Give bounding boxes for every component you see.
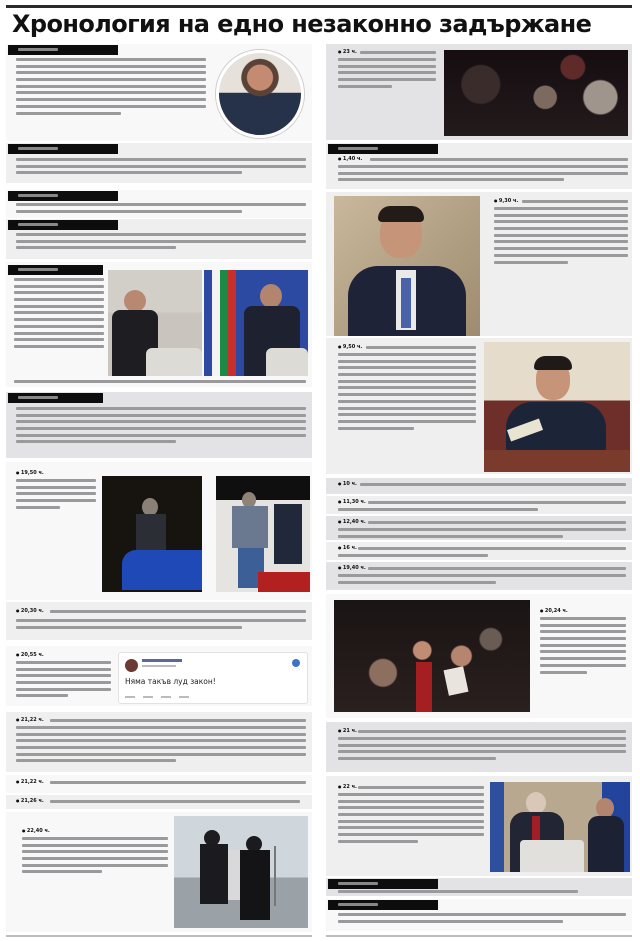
time-marker: ● 11,30 ч.	[338, 499, 366, 505]
time-marker: ● 20,24 ч.	[540, 608, 568, 614]
timeline-entry	[6, 462, 312, 600]
time-marker: ● 21,26 ч.	[16, 798, 44, 804]
entry-text	[22, 837, 168, 877]
time-marker: ● 19,40 ч.	[338, 565, 366, 571]
entry-text	[338, 554, 488, 560]
date-tag	[8, 393, 103, 403]
entry-text	[368, 501, 626, 508]
entry-text	[338, 165, 628, 185]
timeline-entry	[326, 542, 632, 560]
timeline-entry	[326, 776, 632, 876]
facebook-post-text: Няма такъв луд закон!	[125, 677, 216, 686]
entry-text	[368, 521, 626, 528]
finance-minister-photo	[484, 342, 630, 472]
arrest-photo-car	[102, 476, 202, 592]
date-tag	[8, 191, 118, 201]
timeline-entry	[326, 496, 632, 514]
facebook-post-meta	[142, 665, 176, 667]
entry-text	[522, 200, 628, 207]
timeline-entry	[326, 516, 632, 540]
time-marker: ● 9,50 ч.	[338, 344, 362, 350]
time-marker: ● 21,22 ч.	[16, 717, 44, 723]
entry-text	[368, 567, 626, 574]
timeline-entry	[6, 44, 312, 141]
time-marker: ● 16 ч.	[338, 545, 357, 551]
timeline-entry	[326, 143, 632, 189]
entry-text	[16, 58, 206, 118]
timeline-entry	[6, 775, 312, 793]
time-marker: ● 23 ч.	[338, 49, 357, 55]
entry-text	[16, 479, 96, 512]
article-headline: Хронология на едно незаконно задържане	[12, 10, 592, 38]
time-marker: ● 19,50 ч.	[16, 470, 44, 476]
time-marker: ● 9,30 ч.	[494, 198, 518, 204]
time-marker: ● 12,40 ч.	[338, 519, 366, 525]
date-tag	[8, 220, 118, 230]
entry-text	[50, 610, 306, 617]
date-tag	[328, 879, 438, 889]
timeline-entry	[6, 812, 312, 932]
time-marker: ● 1,40 ч.	[338, 156, 362, 162]
time-marker: ● 22,40 ч.	[22, 828, 50, 834]
entry-text	[16, 158, 306, 178]
time-marker: ● 20,30 ч.	[16, 608, 44, 614]
timeline-entry	[326, 562, 632, 590]
press-photo-man-flag	[204, 270, 308, 376]
time-marker: ● 10 ч.	[338, 481, 357, 487]
entry-text	[358, 786, 484, 793]
entry-text	[358, 730, 626, 737]
facebook-reactions	[125, 696, 195, 698]
date-tag	[8, 45, 118, 55]
timeline-entry	[6, 646, 312, 706]
entry-text	[338, 353, 476, 433]
facebook-avatar	[125, 659, 138, 672]
arrest-photo-scuffle	[216, 476, 310, 592]
timeline-entry	[326, 338, 632, 474]
date-tag	[328, 900, 438, 910]
press-photo-woman	[108, 270, 202, 376]
joint-press-conference-photo	[490, 782, 630, 872]
entry-text	[360, 51, 436, 58]
timeline-entry	[6, 712, 312, 772]
timeline-entry	[6, 262, 312, 387]
timeline-entry	[326, 478, 632, 494]
entry-text	[360, 483, 626, 490]
entry-text	[338, 508, 538, 514]
timeline-entry	[6, 392, 312, 458]
entry-text	[338, 890, 578, 896]
entry-text	[338, 574, 626, 587]
entry-text	[16, 407, 306, 447]
entry-text	[16, 661, 111, 701]
entry-text	[338, 737, 626, 764]
timeline-entry	[326, 44, 632, 140]
facebook-post-embed	[118, 652, 308, 704]
time-marker: ● 20,55 ч.	[16, 652, 44, 658]
timeline-entry	[326, 594, 632, 718]
date-tag	[8, 265, 103, 275]
facebook-author-name	[142, 659, 182, 662]
entry-text	[50, 800, 300, 807]
timeline-entry	[326, 192, 632, 336]
time-marker: ● 21 ч.	[338, 728, 357, 734]
timeline-entry	[326, 878, 632, 896]
entry-text	[338, 58, 436, 91]
timeline-entry	[326, 899, 632, 931]
entry-text	[14, 278, 104, 352]
entry-text-continued	[14, 380, 306, 387]
timeline-entry	[6, 219, 312, 259]
timeline-entry	[6, 602, 312, 640]
column-divider	[326, 935, 632, 937]
portrait-photo	[216, 50, 304, 138]
crowd-release-photo	[334, 600, 530, 712]
column-divider	[6, 935, 312, 937]
time-marker: ● 21,22 ч.	[16, 779, 44, 785]
entry-text	[50, 781, 306, 788]
entry-text	[366, 346, 476, 353]
entry-text	[370, 158, 628, 165]
arrest-photo-escort	[174, 816, 308, 928]
date-tag	[8, 144, 118, 154]
timeline-entry	[6, 190, 312, 218]
time-marker: ● 22 ч.	[338, 784, 357, 790]
entry-text	[338, 793, 484, 847]
entry-text	[50, 719, 306, 726]
entry-text	[16, 203, 306, 216]
entry-text	[338, 528, 626, 540]
timeline-entry	[326, 722, 632, 772]
entry-text	[540, 617, 626, 677]
timeline-entry	[6, 143, 312, 183]
pm-portrait-photo	[334, 196, 480, 336]
entry-text	[16, 233, 306, 253]
entry-text	[338, 913, 626, 926]
entry-text	[358, 547, 626, 554]
protest-crowd-photo	[444, 50, 628, 136]
entry-text	[16, 619, 306, 632]
date-tag	[328, 144, 438, 154]
entry-text	[16, 726, 306, 766]
timeline-entry	[6, 795, 312, 809]
entry-text	[494, 207, 628, 267]
facebook-logo-icon	[292, 659, 300, 667]
top-rule	[6, 5, 632, 8]
